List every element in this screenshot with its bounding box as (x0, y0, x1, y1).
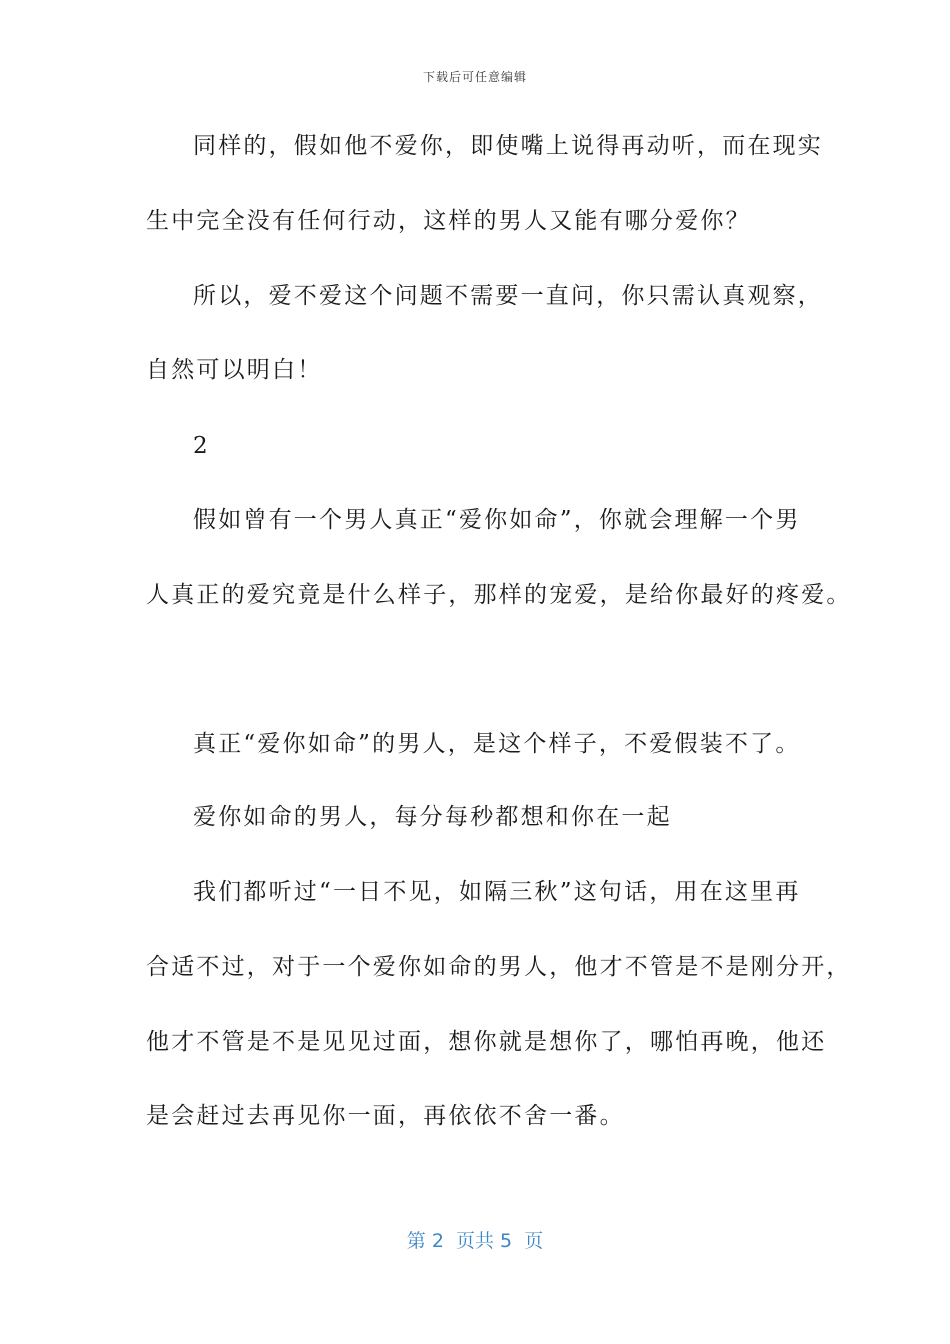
paragraph-line: 同样的，假如他不爱你，即使嘴上说得再动听，而在现实 (193, 133, 823, 159)
paragraph-line: 他才不管是不是见见过面，想你就是想你了，哪怕再晚，他还 (146, 1029, 827, 1055)
paragraph-line: 人真正的爱究竟是什么样子，那样的宠爱，是给你最好的疼爱。 (146, 582, 852, 608)
section-number: 2 (193, 433, 210, 459)
page-footer: 第 2 页共 5 页 (406, 1230, 544, 1252)
paragraph-line: 我们都听过“一日不见，如隔三秋”这句话，用在这里再 (193, 879, 801, 905)
paragraph-line: 真正“爱你如命”的男人，是这个样子，不爱假装不了。 (193, 731, 801, 757)
paragraph-line: 假如曾有一个男人真正“爱你如命”，你就会理解一个男 (193, 507, 801, 533)
paragraph-line: 是会赶过去再见你一面，再依依不舍一番。 (146, 1103, 625, 1129)
subheading: 爱你如命的男人，每分每秒都想和你在一起 (193, 804, 672, 830)
paragraph-line: 合适不过，对于一个爱你如命的男人，他才不管是不是刚分开， (146, 954, 852, 980)
paragraph-line: 生中完全没有任何行动，这样的男人又能有哪分爱你？ (146, 208, 751, 234)
paragraph-line: 所以，爱不爱这个问题不需要一直问，你只需认真观察， (193, 283, 823, 309)
page-header: 下载后可任意编辑 (422, 70, 527, 84)
paragraph-line: 自然可以明白！ (146, 357, 323, 383)
